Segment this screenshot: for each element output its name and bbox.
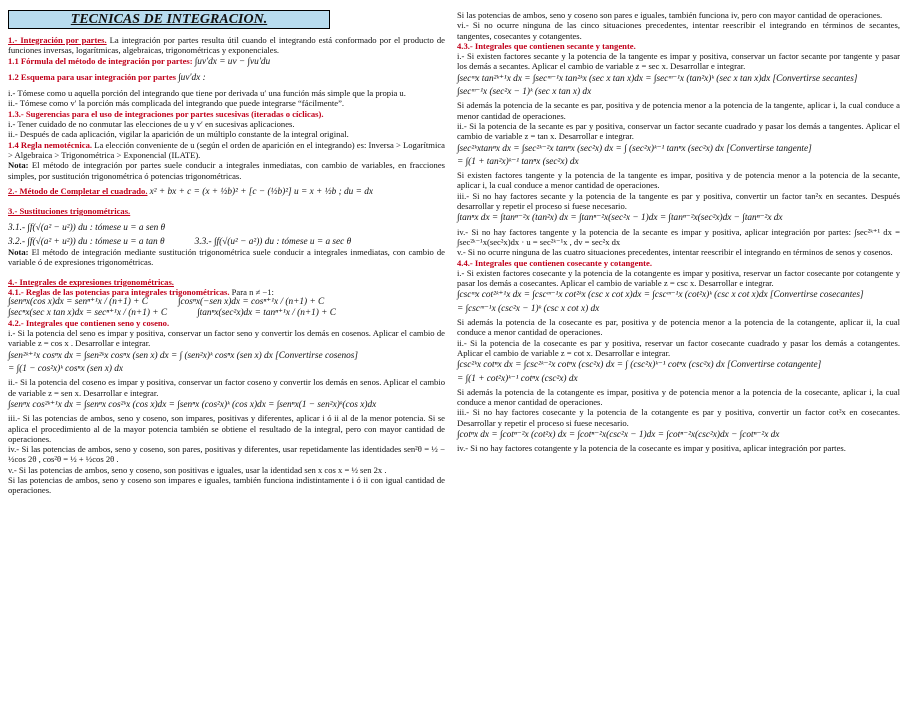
s32-formula: 3.2.- ∫f(√(a² + u²)) du : tómese u = a tan θ xyxy=(8,236,165,247)
s42-item-vi: Si las potencias de ambos, seno y coseno son impares e iguales, también funciona indistintamente i ó ii con igual cantidad de operaciones. xyxy=(8,474,445,496)
s44-formula-ii2: = ∫(1 + cot²x)ᵏ⁻¹ cotⁿx (csc²x) dx xyxy=(457,373,578,384)
s13-heading: 1.3.- Sugerencias para el uso de integraciones por partes sucesivas (iteradas o cíclicas). xyxy=(8,108,324,119)
spacer xyxy=(8,268,445,277)
s42-item-ii: ii.- Si la potencia del coseno es impar y positiva, conservar un factor coseno y convertir los demás en senos. Aplicar el cambio de variable z = sen x. Desarrollar e integrar. xyxy=(8,377,445,398)
s41-heading: 4.1.- Reglas de las potencias para integrales trigonométricas. xyxy=(8,286,230,297)
s1-note-label: Nota: xyxy=(8,160,29,171)
s42-heading: 4.2.- Integrales que contienen seno y coseno. xyxy=(8,317,170,328)
s1-paragraph xyxy=(8,35,445,56)
s12-formula: ∫uv′dx : xyxy=(178,72,206,83)
page-title: TECNICAS DE INTEGRACION. xyxy=(8,10,330,29)
s31-formula: 3.1.- ∫f(√(a² − u²)) du : tómese u = a sen θ xyxy=(8,223,166,234)
s42-formula-i2: = ∫(1 − cos²x)ᵏ cosⁿx (sen x) dx xyxy=(8,364,124,375)
rule-tan: ∫tanⁿx(sec²x)dx = tanⁿ⁺¹x / (n+1) + C xyxy=(197,307,336,318)
left-column xyxy=(8,0,445,496)
s43-formula-iii: ∫tanⁿx dx = ∫tanⁿ⁻²x (tan²x) dx = ∫tanⁿ⁻²x(sec²x − 1)dx = ∫tanⁿ⁻²x(sec²x)dx − ∫tanⁿ⁻²x dx xyxy=(457,213,783,224)
s11-line xyxy=(8,56,445,67)
s42-item-iv: iv.- Si las potencias de ambos, seno y coseno, son pares, positivas y diferentes, usar repetidamente las identidades sen²θ = ½ − ½cos 2θ , cos²θ = ½ + ½cos 2θ . xyxy=(8,444,445,465)
s43-note-ii: Si existen factores tangente y la potencia de la tangente es impar, positiva y de potencia menor a la potencia de la secante, aplicar i, la cual conduce a menor cantidad de operaciones. xyxy=(457,170,900,191)
spacer xyxy=(8,216,445,221)
s44-formula-i2: = ∫cscᵐ⁻¹x (csc²x − 1)ᵏ (csc x cot x) dx xyxy=(457,303,600,314)
s44-item-iv: iv.- Si no hay factores cotangente y la potencia de la cosecante es impar y positiva, aplicar integración por partes. xyxy=(457,443,846,454)
s44-heading: 4.4.- Integrales que contienen cosecante y cotangente. xyxy=(457,257,652,268)
s1-text: La integración por partes resulta útil cuando el integrando está conformado por el producto de funciones inversas, logarítmicas, algebraicas, trigonométricas y exponenciales. xyxy=(8,35,445,56)
right-column xyxy=(457,0,900,454)
s33-formula: 3.3.- ∫f(√(u² − a²)) du : tómese u = a sec θ xyxy=(194,236,352,247)
s44-formula-ii1: ∫csc²ᵏx cotⁿx dx = ∫csc²ᵏ⁻²x cotⁿx (csc²x) dx = ∫ (csc²x)ᵏ⁻¹ cotⁿx (csc²x) dx [Convertirse cotangente] xyxy=(457,360,822,371)
rules-row-2 xyxy=(8,308,445,318)
s43-item-v: v.- Si no ocurre ninguna de las cuatro situaciones precedentes, intentar reescribir el integrando en términos de senos y cosenos. xyxy=(457,247,893,258)
s2-formula: x² + bx + c = (x + ½b)² + [c − (½b)²] u = x + ½b ; du = dx xyxy=(149,186,373,197)
s44-note-ii: Si además la potencia de la cotangente es impar, positiva y de potencia menor a la potencia de la cosecante, aplicar i, la cual conduce a menor cantidad de operaciones. xyxy=(457,386,900,408)
s14-paragraph xyxy=(8,140,445,161)
s42-formula-i1: ∫sen²ᵏ⁺¹x cosⁿx dx = ∫sen²ᵏx cosⁿx (sen x) dx = ∫ (sen²x)ᵏ cosⁿx (sen x) dx [Convertirse cosenos] xyxy=(8,350,359,361)
s44-formula-iii: ∫cotⁿx dx = ∫cotⁿ⁻²x (cot²x) dx = ∫cotⁿ⁻²x(csc²x − 1)dx = ∫cotⁿ⁻²x(csc²x)dx − ∫cotⁿ⁻²x dx xyxy=(457,429,780,440)
r-item-vi: vi.- Si no ocurre ninguna de las cinco situaciones precedentes, intentar reescribir el integrando en términos de secantes, tangentes, cosecantes y cotangentes. xyxy=(457,20,900,41)
s43-item-ii: ii.- Si la potencia de la secante es par y positiva, conservar un factor secante cuadrado y pasar los demás a tangentes. Aplicar el cambio de variable z = tan x. Desarrollar e integrar. xyxy=(457,120,900,142)
s43-item-i: i.- Si existen factores secante y la potencia de la tangente es impar y positiva, conservar un factor secante por tangente y pasar los demás a secantes. Aplicar el cambio de variable z = sec x. Desarrollar e integrar. xyxy=(457,51,900,72)
rule-sec: ∫secⁿx(sec x tan x)dx = secⁿ⁺¹x / (n+1) + C xyxy=(8,307,168,318)
r-continuation: Si las potencias de ambos, seno y coseno son pares e iguales, también funciona iv, pero con mayor cantidad de operaciones. xyxy=(457,10,883,20)
s43-formula-i2: ∫secᵐ⁻¹x (sec²x − 1)ᵏ (sec x tan x) dx xyxy=(457,87,592,98)
s44-item-iii: iii.- Si no hay factores cosecante y la potencia de la cotangente es par y positiva, convertir un factor cot²x en cosecantes. Desarrollar y repetir el proceso si fuese necesario. xyxy=(457,407,900,428)
rule-sen: ∫senⁿx(cos x)dx = senⁿ⁺¹x / (n+1) + C xyxy=(8,297,148,308)
s32-s33-row xyxy=(8,237,445,247)
s3-note xyxy=(8,247,445,268)
s11-heading: 1.1 Fórmula del método de integración por partes: xyxy=(8,55,193,66)
s14-text: La elección conveniente de u (según el orden de aparición en el integrando) es: Inversa > Logarítmica > Algebraica > Trigonométrica > Exponencial (ILATE). xyxy=(8,139,445,160)
s43-note-i: Si además la potencia de la secante es par, positiva y de potencia menor a la potencia de la tangente, aplicar i, la cual conduce a menor cantidad de operaciones. xyxy=(457,100,900,121)
s43-formula-ii1: ∫sec²ᵏxtanⁿx dx = ∫sec²ᵏ⁻²x tanⁿx (sec²x) dx = ∫ (sec²x)ᵏ⁻¹ tanⁿx (sec²x) dx [Convertirse tangente] xyxy=(457,143,812,154)
s13-item-ii: ii.- Después de cada aplicación, vigilar la aparición de un múltiplo constante de la integral original. xyxy=(8,129,349,140)
s11-formula: ∫uv′dx = uv − ∫vu′du xyxy=(194,56,271,67)
s1-note-text: El método de integración por partes suele conducir a integrales inmediatas, con cambio de variables, en fracciones simples, por sustitución trigonométrica ó potencias trigonométricas. xyxy=(8,160,445,181)
s44-item-ii: ii.- Si la potencia de la cosecante es par y positiva, reservar un factor cosecante cuadrado y pasar los demás a cotangentes. Aplicar el cambio de variable z = cot x. Desarrollar e integrar. xyxy=(457,337,900,358)
rules-row-1 xyxy=(8,297,445,307)
s43-item-iv: iv.- Si no hay factores tangente y la potencia de la secante es impar y positiva, aplicar integración por partes: ∫sec²ᵏ⁺¹ dx = ∫sec²ᵏ⁻¹x(sec²x)dx · u = sec²ᵏ⁻¹x , dv = sec²x dx xyxy=(457,226,900,247)
s3-note-text: El método de integración mediante sustitución trigonométrica suele conducir a integrales inmediatas, con cambio de variable ó de expresiones trigonométricas. xyxy=(8,247,445,268)
s43-heading: 4.3.- Integrales que contienen secante y tangente. xyxy=(457,40,636,51)
s42-item-v: v.- Si las potencias de ambos, seno y coseno, son positivas e iguales, usar la identidad sen x cos x = ½ sen 2x . xyxy=(8,464,387,475)
s12-line xyxy=(8,72,445,83)
s44-formula-i1: ∫cscᵐx cot²ᵏ⁺¹x dx = ∫cscᵐ⁻¹x cot²ᵏx (csc x cot x)dx = ∫cscᵐ⁻¹x (cot²x)ᵏ (csc x cot x)dx [Convertirse cosecantes] xyxy=(457,290,864,301)
s4-heading: 4.- Integrales de expresiones trigonométricas. xyxy=(8,276,174,287)
spacer xyxy=(8,197,445,206)
s12-item-ii: ii.- Tómese como v′ la porción más complicada del integrando que puede integrarse “fácilmente”. xyxy=(8,98,345,109)
s42-item-iii: iii.- Si las potencias de ambos, seno y coseno, son impares, positivas y diferentes, aplicar i ó ii al de la menor potencia. Si se aplica el procedimiento al de la mayor potencia también se obtiene el resultado de la integral, pero con mayor cantidad de operaciones. xyxy=(8,413,445,444)
s42-item-i: i.- Si la potencia del seno es impar y positiva, conservar un factor seno y convertir los demás en cosenos. Aplicar el cambio de variable z = cos x . Desarrollar e integrar. xyxy=(8,328,445,349)
s13-item-i: i.- Tener cuidado de no conmutar las elecciones de u y v′ en sucesivas aplicaciones. xyxy=(8,119,295,130)
s43-formula-ii2: = ∫(1 + tan²x)ᵏ⁻¹ tanⁿx (sec²x) dx xyxy=(457,156,579,167)
s44-item-i: i.- Si existen factores cosecante y la potencia de la cotangente es impar y positiva, reservar un factor cosecante por cotangente y pasar los demás a cosecantes. Aplicar el cambio de variable z = csc x. Desarrollar e integrar. xyxy=(457,267,900,289)
s43-item-iii: iii.- Si no hay factores secante y la potencia de la tangente es par y positiva, convertir un factor tan²x en secantes. Después desarrollar y repetir el proceso si fuese necesario. xyxy=(457,190,900,212)
s1-note xyxy=(8,160,445,181)
s2-line xyxy=(8,186,445,197)
s3-heading: 3.- Sustituciones trigonométricas. xyxy=(8,206,131,217)
s12-heading: 1.2 Esquema para usar integración por partes xyxy=(8,71,176,82)
s44-note-i: Si además la potencia de la cosecante es par, positiva y de potencia menor a la potencia de la cotangente, aplicar ii, la cual conduce a menor cantidad de operaciones. xyxy=(457,317,900,338)
s41-note: Para n ≠ −1: xyxy=(229,286,274,297)
s43-formula-i1: ∫secᵐx tan²ᵏ⁺¹x dx = ∫secᵐ⁻¹x tan²ᵏx (sec x tan x)dx = ∫secᵐ⁻¹x (tan²x)ᵏ (sec x tan x)dx [Convertirse secantes] xyxy=(457,73,858,84)
s1-heading: 1.- Integración por partes. xyxy=(8,35,107,45)
s3-note-label: Nota: xyxy=(8,247,29,258)
s12-item-i: i.- Tómese como u aquella porción del integrando que tiene por derivada u′ una función más simple que la propia u. xyxy=(8,88,406,99)
s41-line xyxy=(8,287,445,297)
rule-cos: ∫cosⁿx(−sen x)dx = cosⁿ⁺¹x / (n+1) + C xyxy=(177,297,325,308)
s2-heading: 2.- Método de Completar el cuadrado. xyxy=(8,185,148,196)
s14-heading: 1.4 Regla nemotécnica. xyxy=(8,139,93,150)
s42-formula-ii: ∫senⁿx cos²ᵏ⁺¹x dx = ∫senⁿx cos²ᵏx (cos x)dx = ∫senⁿx (cos²x)ᵏ (cos x)dx = ∫senⁿx(1 − sen²x)ᵏ(cos x)dx xyxy=(8,399,377,410)
